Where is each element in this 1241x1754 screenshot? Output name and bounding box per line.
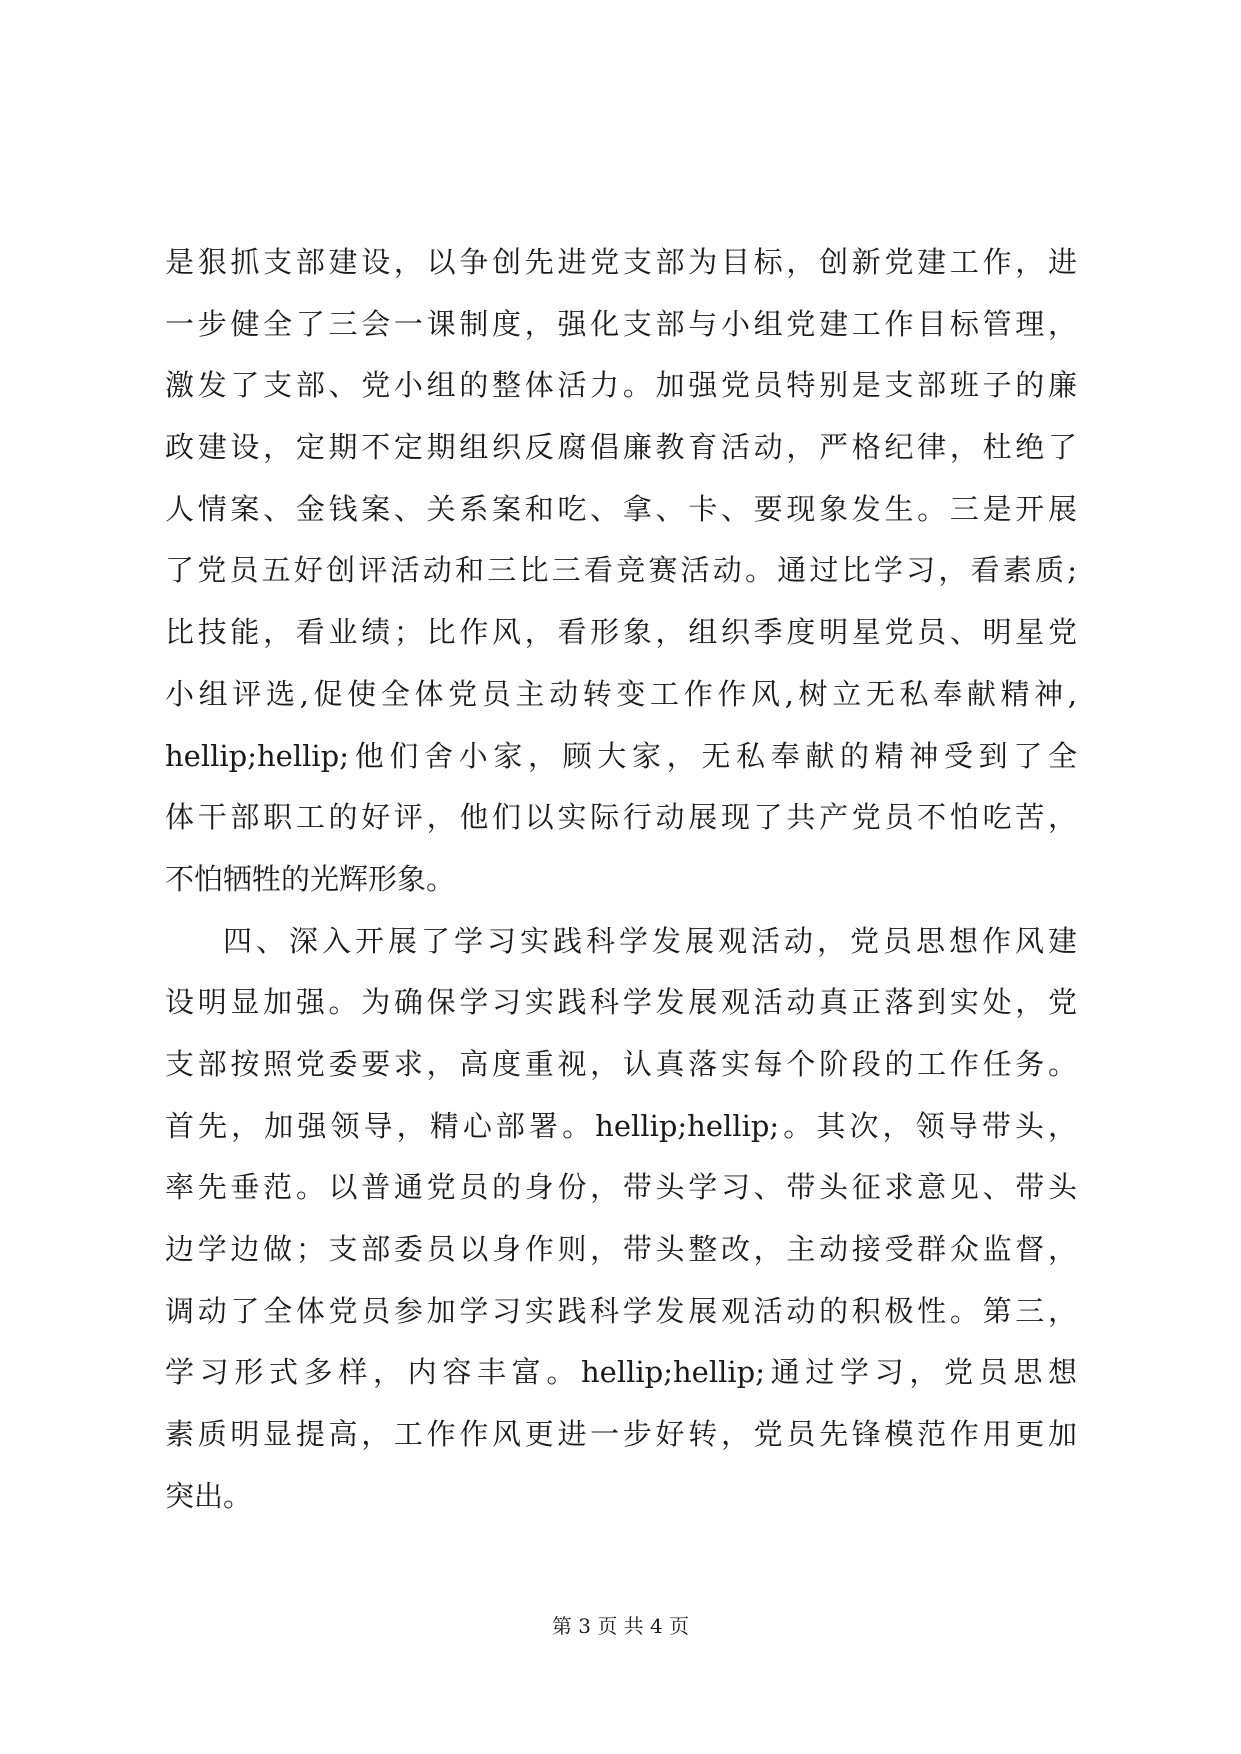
text-line: 素质明显提高，工作作风更进一步好转，党员先锋模范作用更加 xyxy=(165,1417,1077,1452)
text-line: 激发了支部、党小组的整体活力。加强党员特别是支部班子的廉 xyxy=(165,368,1077,403)
text-line: hellip;hellip;他们舍小家，顾大家，无私奉献的精神受到了全 xyxy=(165,738,1077,773)
text-line: 设明显加强。为确保学习实践科学发展观活动真正落到实处，党 xyxy=(165,985,1077,1020)
text-line: 率先垂范。以普通党员的身份，带头学习、带头征求意见、带头 xyxy=(165,1170,1077,1205)
page-number: 第 3 页 共 4 页 xyxy=(551,1614,690,1638)
text-line: 小组评选,促使全体党员主动转变工作作风,树立无私奉献精神, xyxy=(165,676,1077,711)
text-line: 人情案、金钱案、关系案和吃、拿、卡、要现象发生。三是开展 xyxy=(165,491,1077,526)
text-line: 体干部职工的好评，他们以实际行动展现了共产党员不怕吃苦， xyxy=(165,800,1077,835)
text-line: 政建设，定期不定期组织反腐倡廉教育活动，严格纪律，杜绝了 xyxy=(165,430,1077,465)
text-line: 边学边做；支部委员以身作则，带头整改，主动接受群众监督， xyxy=(165,1232,1077,1266)
text-line: 首先，加强领导，精心部署。hellip;hellip;。其次，领导带头， xyxy=(165,1108,1077,1143)
text-line: 学习形式多样，内容丰富。hellip;hellip;通过学习，党员思想 xyxy=(165,1355,1077,1390)
text-line: 一步健全了三会一课制度，强化支部与小组党建工作目标管理， xyxy=(165,306,1077,341)
text-line: 比技能，看业绩；比作风，看形象，组织季度明星党员、明星党 xyxy=(165,615,1077,650)
text-line: 四、深入开展了学习实践科学发展观活动，党员思想作风建 xyxy=(223,923,1077,958)
text-line: 了党员五好创评活动和三比三看竞赛活动。通过比学习，看素质; xyxy=(165,553,1077,588)
page-footer xyxy=(0,1610,1241,1639)
text-line: 是狠抓支部建设，以争创先进党支部为目标，创新党建工作，进 xyxy=(165,245,1077,279)
text-line: 支部按照党委要求，高度重视，认真落实每个阶段的工作任务。 xyxy=(165,1046,1077,1081)
paragraph-2 xyxy=(165,911,1077,1528)
text-line: 突出。 xyxy=(165,1478,253,1513)
body-text xyxy=(165,232,1077,1527)
text-line: 调动了全体党员参加学习实践科学发展观活动的积极性。第三， xyxy=(165,1293,1077,1328)
text-line: 不怕牺牲的光辉形象。 xyxy=(165,861,456,896)
paragraph-1 xyxy=(165,232,1077,911)
